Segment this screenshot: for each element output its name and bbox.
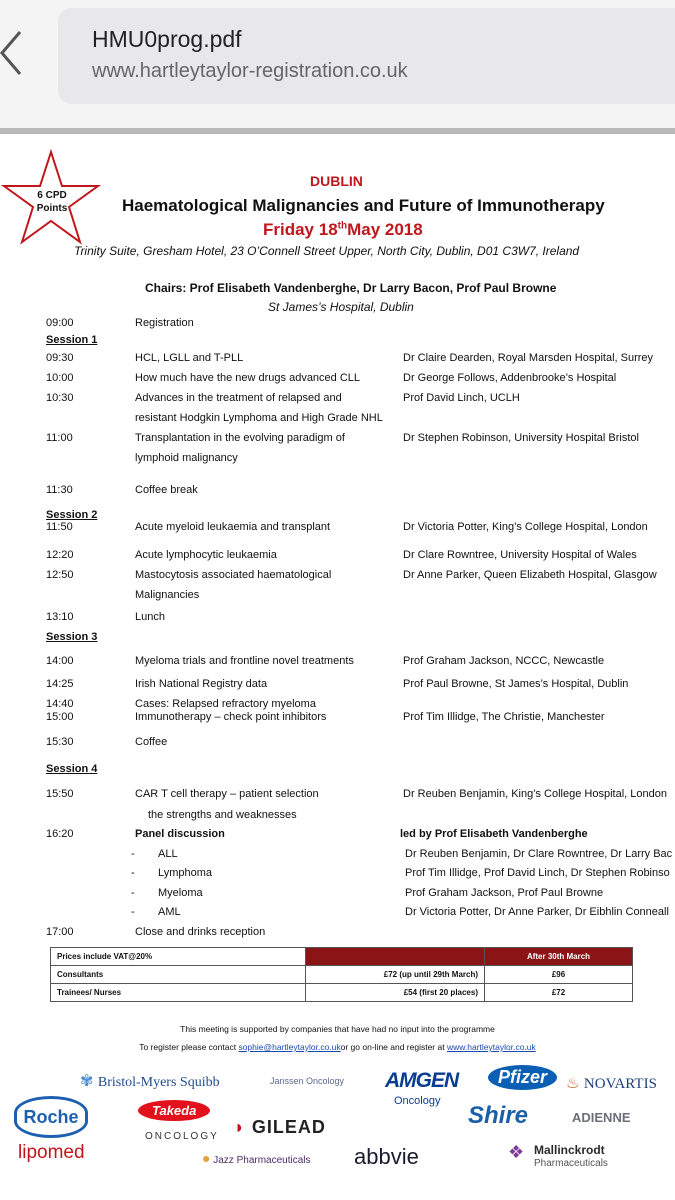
price-category: Trainees/ Nurses bbox=[51, 984, 306, 1002]
panel-bullet: - bbox=[131, 887, 135, 899]
date-month-year: May 2018 bbox=[347, 220, 423, 239]
bms-icon: ✾ bbox=[80, 1073, 94, 1090]
panel-bullet: - bbox=[131, 906, 135, 918]
takeda-logo: Takeda bbox=[138, 1100, 210, 1121]
programme-time: 15:00 bbox=[46, 711, 74, 723]
mallinckrodt-icon: ❖ bbox=[508, 1142, 525, 1162]
file-name: HMU0prog.pdf bbox=[92, 26, 242, 52]
register-prefix: To register please contact bbox=[139, 1042, 239, 1052]
programme-time: 12:20 bbox=[46, 549, 74, 561]
programme-speaker: Dr Anne Parker, Queen Elizabeth Hospital, Glasgow bbox=[403, 569, 657, 581]
back-arrow-icon[interactable] bbox=[0, 28, 24, 78]
programme-title: Immunotherapy – check point inhibitors bbox=[135, 711, 327, 723]
programme-title: resistant Hodgkin Lymphoma and High Grade NHL bbox=[135, 412, 383, 424]
novartis-logo: ♨ NOVARTIS bbox=[566, 1075, 657, 1092]
chairs: Chairs: Prof Elisabeth Vandenberghe, Dr Larry Bacon, Prof Paul Browne bbox=[145, 281, 557, 295]
register-site-link[interactable]: www.hartleytaylor.co.uk bbox=[446, 1042, 536, 1052]
programme-speaker: Prof Graham Jackson, Prof Paul Browne bbox=[405, 887, 604, 899]
mallinckrodt-name: Mallinckrodt bbox=[534, 1143, 605, 1157]
price-header-after: After 30th March bbox=[485, 948, 633, 966]
programme-time: 11:00 bbox=[46, 432, 73, 444]
register-line bbox=[0, 1042, 675, 1052]
programme-title: Coffee break bbox=[135, 484, 198, 496]
shire-logo: Shire bbox=[468, 1102, 529, 1129]
bms-logo: ✾ Bristol-Myers Squibb bbox=[80, 1073, 220, 1090]
pdf-page bbox=[0, 134, 675, 1200]
programme-time: 15:30 bbox=[46, 736, 74, 748]
programme-speaker: Dr Reuben Benjamin, King’s College Hospital, London bbox=[403, 788, 667, 800]
programme-time: 17:00 bbox=[46, 926, 74, 938]
browser-bar bbox=[0, 0, 675, 128]
programme-title: AML bbox=[158, 906, 181, 918]
programme-title: How much have the new drugs advanced CLL bbox=[135, 372, 361, 384]
register-email-link[interactable]: sophie@hartleytaylor.co.uk bbox=[238, 1042, 341, 1052]
session-heading: Session 3 bbox=[46, 631, 98, 643]
date-ordinal: th bbox=[337, 220, 348, 232]
programme-title: Advances in the treatment of relapsed and bbox=[135, 392, 342, 404]
mallinckrodt-pharma: Pharmaceuticals bbox=[534, 1158, 608, 1169]
programme-time: 10:30 bbox=[46, 392, 74, 404]
programme-speaker: Dr Stephen Robinson, University Hospital Bristol bbox=[403, 432, 639, 444]
chairs-hospital: St James’s Hospital, Dublin bbox=[268, 300, 414, 314]
programme-speaker: Dr Victoria Potter, Dr Anne Parker, Dr Eibhlin Conneall bbox=[405, 906, 669, 918]
lipomed-logo: lipomed bbox=[18, 1142, 85, 1163]
programme-time: 10:00 bbox=[46, 372, 74, 384]
gilead-icon: ◗ bbox=[234, 1117, 246, 1137]
price-category: Consultants bbox=[51, 966, 306, 984]
programme-time: 15:50 bbox=[46, 788, 74, 800]
programme-title: Lymphoma bbox=[158, 867, 213, 879]
novartis-icon: ♨ bbox=[566, 1075, 580, 1092]
event-city: DUBLIN bbox=[310, 173, 363, 189]
programme-speaker: Prof Tim Illidge, Prof David Linch, Dr Stephen Robinso bbox=[405, 867, 670, 879]
programme-speaker: Prof Graham Jackson, NCCC, Newcastle bbox=[403, 655, 605, 667]
programme-title: ALL bbox=[158, 848, 178, 860]
price-early: £54 (first 20 places) bbox=[306, 984, 485, 1002]
programme-time: 13:10 bbox=[46, 611, 74, 623]
programme-speaker: led by Prof Elisabeth Vandenberghe bbox=[400, 828, 588, 840]
abbvie-logo: abbvie bbox=[354, 1144, 419, 1169]
mallinckrodt-logo bbox=[508, 1142, 524, 1163]
programme-title: Irish National Registry data bbox=[135, 678, 268, 690]
programme-title: Myeloma trials and frontline novel treatments bbox=[135, 655, 354, 667]
gilead-logo: ◗ GILEAD bbox=[234, 1117, 326, 1137]
programme-time: 16:20 bbox=[46, 828, 74, 840]
programme-speaker: Dr Reuben Benjamin, Dr Clare Rowntree, Dr Larry Bac bbox=[405, 848, 673, 860]
session-heading: Session 4 bbox=[46, 763, 98, 775]
address-box[interactable] bbox=[58, 8, 675, 104]
programme-title: Coffee bbox=[135, 736, 168, 748]
programme-title: Panel discussion bbox=[135, 828, 225, 840]
event-date bbox=[263, 220, 423, 240]
programme-title: Myeloma bbox=[158, 887, 203, 899]
programme-title: lymphoid malignancy bbox=[135, 452, 238, 464]
programme-title: Registration bbox=[135, 317, 194, 329]
price-row bbox=[51, 984, 633, 1002]
event-title: Haematological Malignancies and Future of Immunotherapy bbox=[122, 196, 605, 215]
price-late: £72 bbox=[485, 984, 633, 1002]
adienne-logo: ADIENNE bbox=[572, 1110, 631, 1125]
programme-time: 14:00 bbox=[46, 655, 74, 667]
programme-title: HCL, LGLL and T-PLL bbox=[135, 352, 244, 364]
programme-speaker: Dr Clare Rowntree, University Hospital of Wales bbox=[403, 549, 637, 561]
programme-title: CAR T cell therapy – patient selection bbox=[135, 788, 319, 800]
programme-time: 11:50 bbox=[46, 521, 73, 533]
programme-speaker: Dr Victoria Potter, King’s College Hospital, London bbox=[403, 521, 648, 533]
price-header-row bbox=[51, 948, 633, 966]
programme-title: Transplantation in the evolving paradigm of bbox=[135, 432, 345, 444]
programme-title: Malignancies bbox=[135, 589, 200, 601]
page-url[interactable]: www.hartleytaylor-registration.co.uk bbox=[92, 60, 408, 82]
programme-time: 12:50 bbox=[46, 569, 74, 581]
programme-time: 09:00 bbox=[46, 317, 74, 329]
support-note: This meeting is supported by companies that have had no input into the programme bbox=[180, 1024, 495, 1034]
session-heading: Session 1 bbox=[46, 334, 98, 346]
programme-speaker: Dr George Follows, Addenbrooke’s Hospital bbox=[403, 372, 617, 384]
jazz-icon: ● bbox=[202, 1150, 211, 1166]
date-day: Friday 18 bbox=[263, 220, 338, 239]
takeda-oncology-label: ONCOLOGY bbox=[145, 1131, 219, 1142]
amgen-oncology-label: Oncology bbox=[394, 1095, 441, 1107]
programme-title: Mastocytosis associated haematological bbox=[135, 569, 332, 581]
programme-title: Acute myeloid leukaemia and transplant bbox=[135, 521, 331, 533]
pfizer-logo: Pfizer bbox=[488, 1065, 557, 1090]
amgen-logo: AMGEN bbox=[385, 1069, 459, 1092]
programme-speaker: Dr Claire Dearden, Royal Marsden Hospital, Surrey bbox=[403, 352, 654, 364]
janssen-logo: Janssen Oncology bbox=[270, 1076, 345, 1086]
programme-title: Cases: Relapsed refractory myeloma bbox=[135, 698, 316, 710]
event-venue: Trinity Suite, Gresham Hotel, 23 O’Connell Street Upper, North City, Dublin, D01 C3W7, Ireland bbox=[74, 244, 580, 258]
price-header-label: Prices include VAT@20% bbox=[51, 948, 306, 966]
roche-logo: Roche bbox=[14, 1096, 88, 1138]
price-header-blank bbox=[306, 948, 485, 966]
programme-title: Close and drinks reception bbox=[135, 926, 266, 938]
jazz-logo: ● Jazz Pharmaceuticals bbox=[202, 1150, 311, 1166]
price-late: £96 bbox=[485, 966, 633, 984]
session-heading: Session 2 bbox=[46, 509, 98, 521]
programme-speaker: Prof David Linch, UCLH bbox=[403, 392, 520, 404]
programme-title: Acute lymphocytic leukaemia bbox=[135, 549, 277, 561]
programme-title: Lunch bbox=[135, 611, 165, 623]
price-table bbox=[50, 947, 633, 1002]
programme-time: 14:40 bbox=[46, 698, 74, 710]
panel-bullet: - bbox=[131, 848, 135, 860]
programme-speaker: Prof Tim Illidge, The Christie, Manchester bbox=[403, 711, 605, 723]
price-early: £72 (up until 29th March) bbox=[306, 966, 485, 984]
programme-title: the strengths and weaknesses bbox=[148, 809, 297, 821]
programme-speaker: Prof Paul Browne, St James’s Hospital, Dublin bbox=[403, 678, 629, 690]
cpd-badge-line2: Points bbox=[36, 203, 68, 214]
register-mid: or go on-line and register at bbox=[340, 1042, 447, 1052]
panel-bullet: - bbox=[131, 867, 135, 879]
programme-time: 09:30 bbox=[46, 352, 74, 364]
programme-time: 11:30 bbox=[46, 484, 73, 496]
cpd-badge-line1: 6 CPD bbox=[37, 190, 67, 201]
price-row bbox=[51, 966, 633, 984]
programme-time: 14:25 bbox=[46, 678, 74, 690]
